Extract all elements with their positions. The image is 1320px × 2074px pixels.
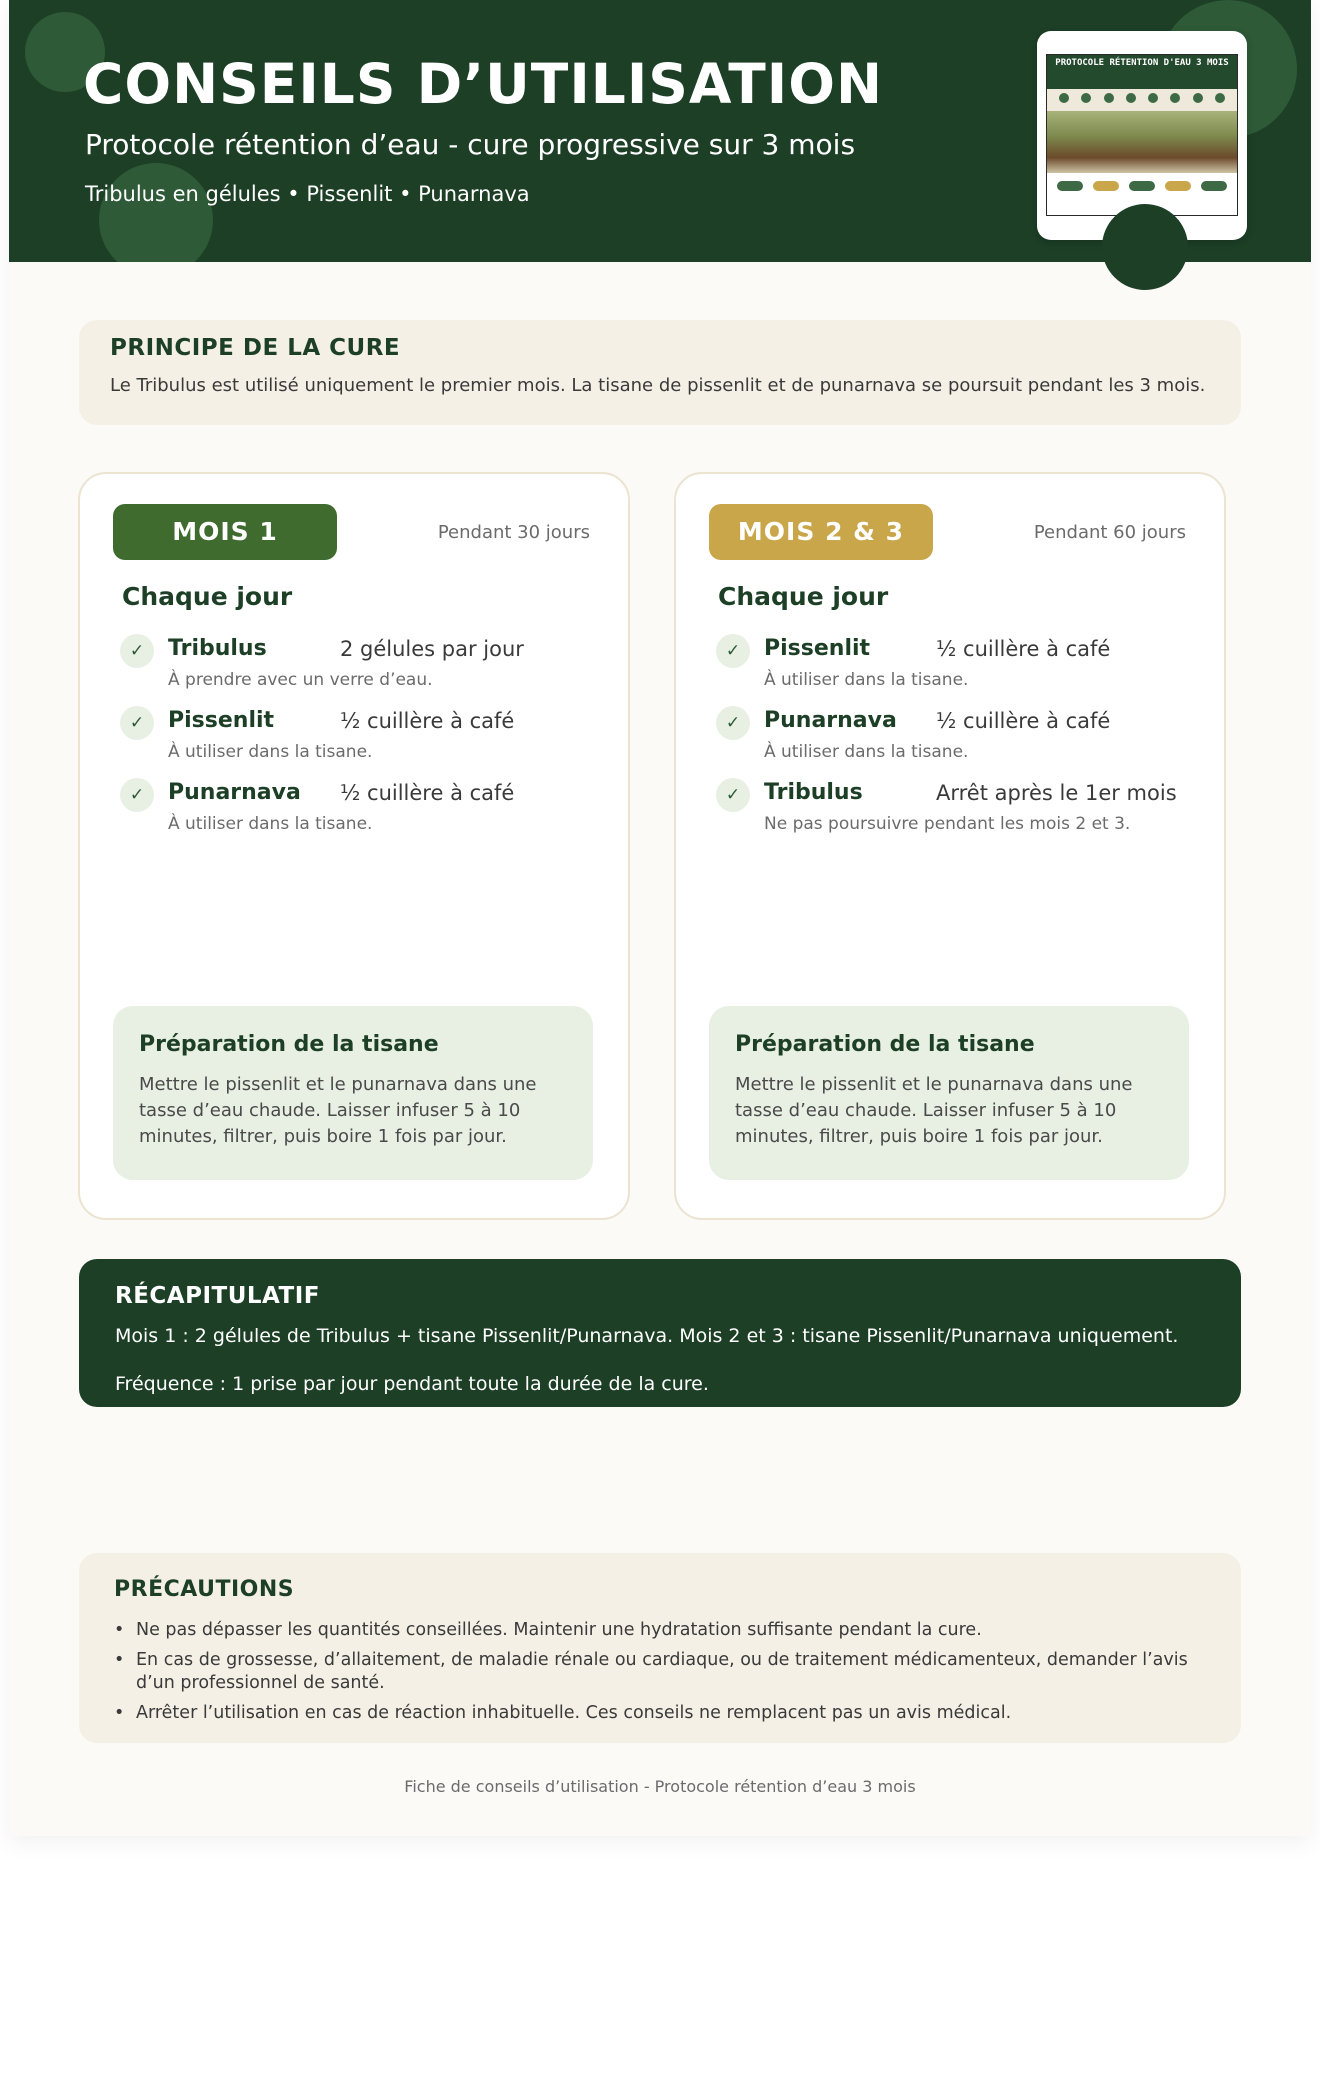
item-dose: ½ cuillère à café (340, 709, 515, 733)
list-item (120, 706, 600, 778)
month-2-3-preparation (709, 1006, 1189, 1180)
preparation-title: Préparation de la tisane (139, 1032, 439, 1057)
check-icon: ✓ (716, 634, 750, 668)
list-item (120, 778, 600, 850)
principle-title: PRINCIPE DE LA CURE (110, 335, 401, 361)
month-1-duration: Pendant 30 jours (437, 522, 590, 543)
item-dose: ½ cuillère à café (340, 781, 515, 805)
item-note: À utiliser dans la tisane. (168, 814, 373, 834)
list-item: • En cas de grossesse, d’allaitement, de maladie rénale ou cardiaque, ou de traitement médicamenteux, demander l’avis d’un professionnel de santé. (114, 1649, 1214, 1695)
preparation-text: Mettre le pissenlit et le punarnava dans une tasse d’eau chaude. Laisser infuser 5 à 10 minutes, filtrer, puis boire 1 fois par jour. (139, 1074, 537, 1147)
principle-section (79, 320, 1241, 425)
item-note: Ne pas poursuivre pendant les mois 2 et 3. (764, 814, 1131, 834)
month-1-heading: Chaque jour (122, 582, 293, 611)
recap-summary: Mois 1 : 2 gélules de Tribulus + tisane Pissenlit/Punarnava. Mois 2 et 3 : tisane Pissenlit/Punarnava uniquement. (115, 1325, 1179, 1347)
item-name: Tribulus (168, 636, 267, 661)
check-icon: ✓ (120, 778, 154, 812)
list-item (120, 634, 600, 706)
item-dose: 2 gélules par jour (340, 637, 524, 661)
item-dose: ½ cuillère à café (936, 709, 1111, 733)
month-1-items (120, 634, 600, 850)
page-footer: Fiche de conseils d’utilisation - Protocole rétention d’eau 3 mois (404, 1777, 916, 1796)
item-name: Pissenlit (764, 636, 871, 661)
item-note: À utiliser dans la tisane. (168, 742, 373, 762)
month-1-preparation (113, 1006, 593, 1180)
precautions-section (79, 1553, 1241, 1743)
list-item (716, 634, 1196, 706)
month-2-3-duration: Pendant 60 jours (1033, 522, 1186, 543)
month-2-3-heading: Chaque jour (718, 582, 889, 611)
item-dose: ½ cuillère à café (936, 637, 1111, 661)
item-name: Tribulus (764, 780, 863, 805)
page-subtitle: Protocole rétention d’eau - cure progressive sur 3 mois (85, 128, 856, 161)
poster-title: PROTOCOLE RÉTENTION D'EAU 3 MOIS (1047, 55, 1237, 89)
list-item: • Arrêter l’utilisation en cas de réaction inhabituelle. Ces conseils ne remplacent pas un avis médical. (114, 1702, 1214, 1725)
item-note: À prendre avec un verre d’eau. (168, 670, 433, 690)
item-name: Pissenlit (168, 708, 275, 733)
month-1-card (78, 472, 630, 1220)
list-item (716, 706, 1196, 778)
decorative-circle (1102, 204, 1188, 290)
poster-icon-row (1047, 89, 1237, 103)
item-note: À utiliser dans la tisane. (764, 670, 969, 690)
recap-frequency: Fréquence : 1 prise par jour pendant toute la durée de la cure. (115, 1373, 709, 1395)
recap-title: RÉCAPITULATIF (115, 1283, 321, 1309)
precautions-title: PRÉCAUTIONS (114, 1577, 295, 1602)
list-item: • Ne pas dépasser les quantités conseillées. Maintenir une hydratation suffisante pendant la cure. (114, 1619, 1214, 1642)
month-1-badge: MOIS 1 (113, 504, 337, 560)
list-item (716, 778, 1196, 850)
recap-section (79, 1259, 1241, 1407)
preparation-title: Préparation de la tisane (735, 1032, 1035, 1057)
ingredients-line: Tribulus en gélules • Pissenlit • Punarnava (85, 182, 530, 206)
product-poster-image (1046, 54, 1238, 216)
precautions-list (114, 1619, 1214, 1732)
item-name: Punarnava (168, 780, 301, 805)
item-name: Punarnava (764, 708, 897, 733)
item-note: À utiliser dans la tisane. (764, 742, 969, 762)
item-dose: Arrêt après le 1er mois (936, 781, 1177, 805)
month-2-3-badge: MOIS 2 & 3 (709, 504, 933, 560)
check-icon: ✓ (120, 706, 154, 740)
check-icon: ✓ (716, 706, 750, 740)
check-icon: ✓ (716, 778, 750, 812)
month-2-3-items (716, 634, 1196, 850)
month-2-3-card (674, 472, 1226, 1220)
preparation-text: Mettre le pissenlit et le punarnava dans une tasse d’eau chaude. Laisser infuser 5 à 10 minutes, filtrer, puis boire 1 fois par jour. (735, 1074, 1133, 1147)
poster-herbs-image (1047, 111, 1238, 173)
document-page (9, 0, 1311, 1836)
check-icon: ✓ (120, 634, 154, 668)
decorative-circle (99, 163, 213, 262)
page-title: CONSEILS D’UTILISATION (83, 52, 883, 116)
principle-text: Le Tribulus est utilisé uniquement le premier mois. La tisane de pissenlit et de punarnava se poursuit pendant les 3 mois. (110, 375, 1206, 396)
